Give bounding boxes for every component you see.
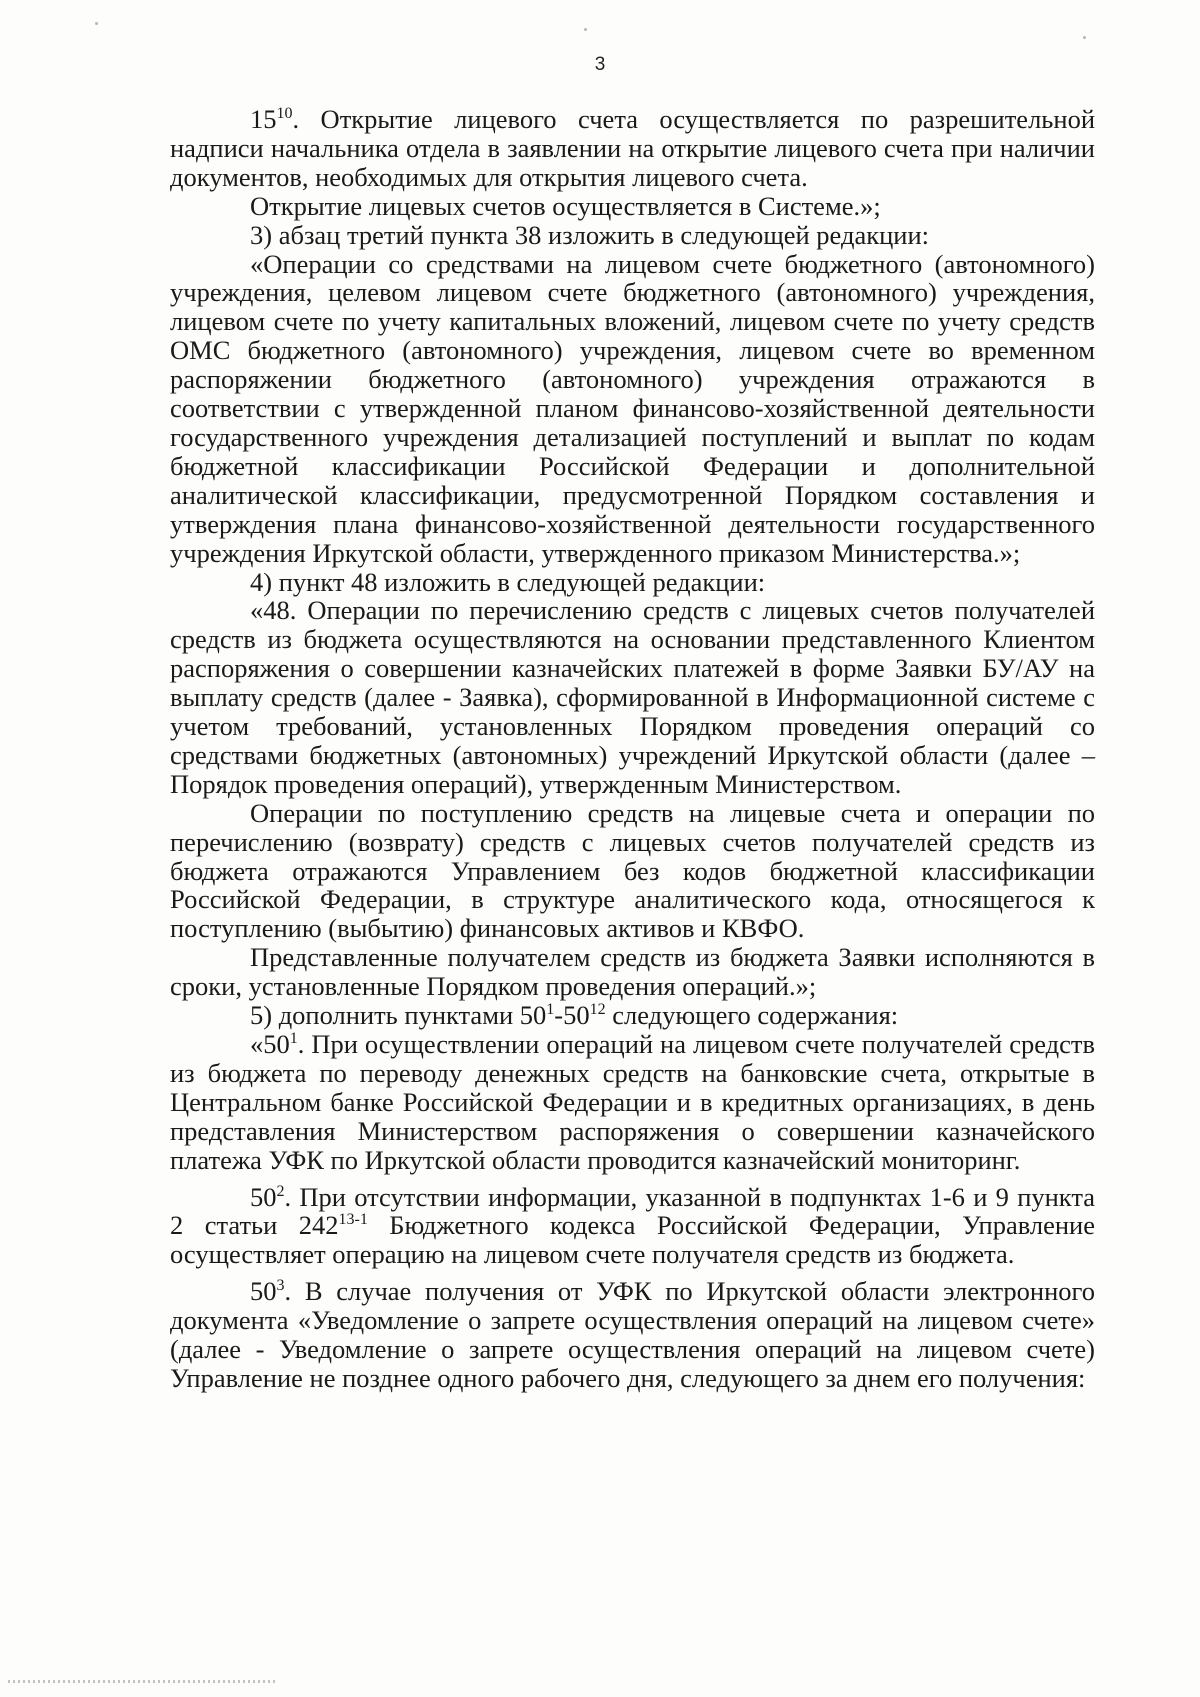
- clause-number: 50: [250, 1181, 277, 1212]
- paragraph-48: «48. Операции по перечислению средств с лицевых счетов получателей средств из бюджета осуществляются на основании представленного Клиентом распоряжения о совершении казначейских платежей в форме Заявки БУ/АУ на выплату средств (далее - Заявка), сформированной в Информационной системе с учетом требований, установленных Порядком проведения операций со средствами бюджетных (автономных) учреждений Иркутской области (далее – Порядок проведения операций), утвержденным Министерством.: [170, 595, 1095, 799]
- paragraph-text: 5) дополнить пунктами 50: [250, 1000, 547, 1031]
- paragraph-50-1: [170, 1030, 1095, 1175]
- paragraph-50-2: [170, 1183, 1095, 1270]
- clause-number: 15: [250, 104, 277, 134]
- clause-superscript: 10: [276, 105, 293, 123]
- paragraph-text: -50: [554, 1000, 590, 1031]
- paragraph-system: Открытие лицевых счетов осуществляется в Системе.»;: [250, 190, 881, 221]
- clause-superscript: 1: [289, 1030, 298, 1048]
- clause-superscript: 2: [276, 1182, 285, 1200]
- paragraph-text: . Открытие лицевого счета осуществляется по разрешительной надписи начальника отдела в заявлении на открытие лицевого счета при наличии документов, необходимых для открытия лицевого счета.: [170, 104, 1095, 192]
- scan-speck: [1083, 36, 1086, 39]
- clause-superscript: 3: [276, 1277, 285, 1295]
- paragraph-operations-quote: «Операции со средствами на лицевом счете бюджетного (автономного) учреждения, целевом лицевом счете бюджетного (автономного) учреждения, лицевом счете по учету капитальных вложений, лицевом счете по учету средств ОМС бюджетного (автономного) учреждения, лицевом счете во временном распоряжении бюджетного (автономного) учреждения отражаются в соответствии с утвержденной планом финансово-хозяйственной деятельности государственного учреждения детализацией поступлений и выплат по кодам бюджетной классификации Российской Федерации и дополнительной аналитической классификации, предусмотренной Порядком составления и утверждения плана финансово-хозяйственной деятельности государственного учреждения Иркутской области, утвержденного приказом Министерства.»;: [170, 248, 1095, 568]
- paragraph-text: Бюджетного кодекса Российской Федерации, Управление осуществляет операцию на лицевом счете получателя средств из бюджета.: [170, 1210, 1095, 1270]
- clause-superscript: 12: [589, 1001, 606, 1019]
- paragraph-text: следующего содержания:: [605, 1000, 899, 1031]
- clause-number: 50: [250, 1276, 277, 1307]
- paragraph-item-3: 3) абзац третий пункта 38 изложить в следующей редакции:: [250, 219, 929, 250]
- clause-number: «50: [250, 1029, 290, 1059]
- paragraph-text: . При отсутствии информации, указанной в подпунктах 1-6 и 9 пункта 2 статьи 242: [170, 1181, 1095, 1241]
- page-number: 3: [594, 54, 606, 75]
- clause-superscript: 1: [546, 1001, 555, 1019]
- paragraph-item-5: [170, 1001, 1095, 1030]
- paragraph-receipts: Операции по поступлению средств на лицевые счета и операции по перечислению (возврату) средств с лицевых счетов получателей средств из бюджета отражаются Управлением без кодов бюджетной классификации Российской Федерации, в структуре аналитического кода, относящегося к поступлению (выбытию) финансовых активов и КВФО.: [170, 797, 1095, 944]
- paragraph-applications: Представленные получателем средств из бюджета Заявки исполняются в сроки, установленные Порядком проведения операций.»;: [170, 942, 1095, 1002]
- scan-artifact: [8, 1680, 278, 1683]
- paragraph-text: . В случае получения от УФК по Иркутской области электронного документа «Уведомление о запрете осуществления операций на лицевом счете» (далее - Уведомление о запрете осуществления операций на лицевом счете) Управление не позднее одного рабочего дня, следующего за днем его получения:: [170, 1276, 1095, 1393]
- paragraph-item-4: 4) пункт 48 изложить в следующей редакции:: [250, 566, 766, 597]
- paragraph-50-3: [170, 1277, 1095, 1393]
- document-body: [170, 105, 1095, 1393]
- paragraph-text: . При осуществлении операций на лицевом счете получателей средств из бюджета по переводу денежных средств на банковские счета, открытые в Центральном банке Российской Федерации и в кредитных организациях, в день представления Министерством распоряжения о совершении казначейского платежа УФК по Иркутской области проводится казначейский мониторинг.: [170, 1029, 1095, 1175]
- scan-speck: [584, 28, 587, 31]
- article-superscript: 13-1: [338, 1211, 368, 1229]
- paragraph-15-10: [170, 105, 1095, 192]
- scan-speck: [95, 22, 98, 25]
